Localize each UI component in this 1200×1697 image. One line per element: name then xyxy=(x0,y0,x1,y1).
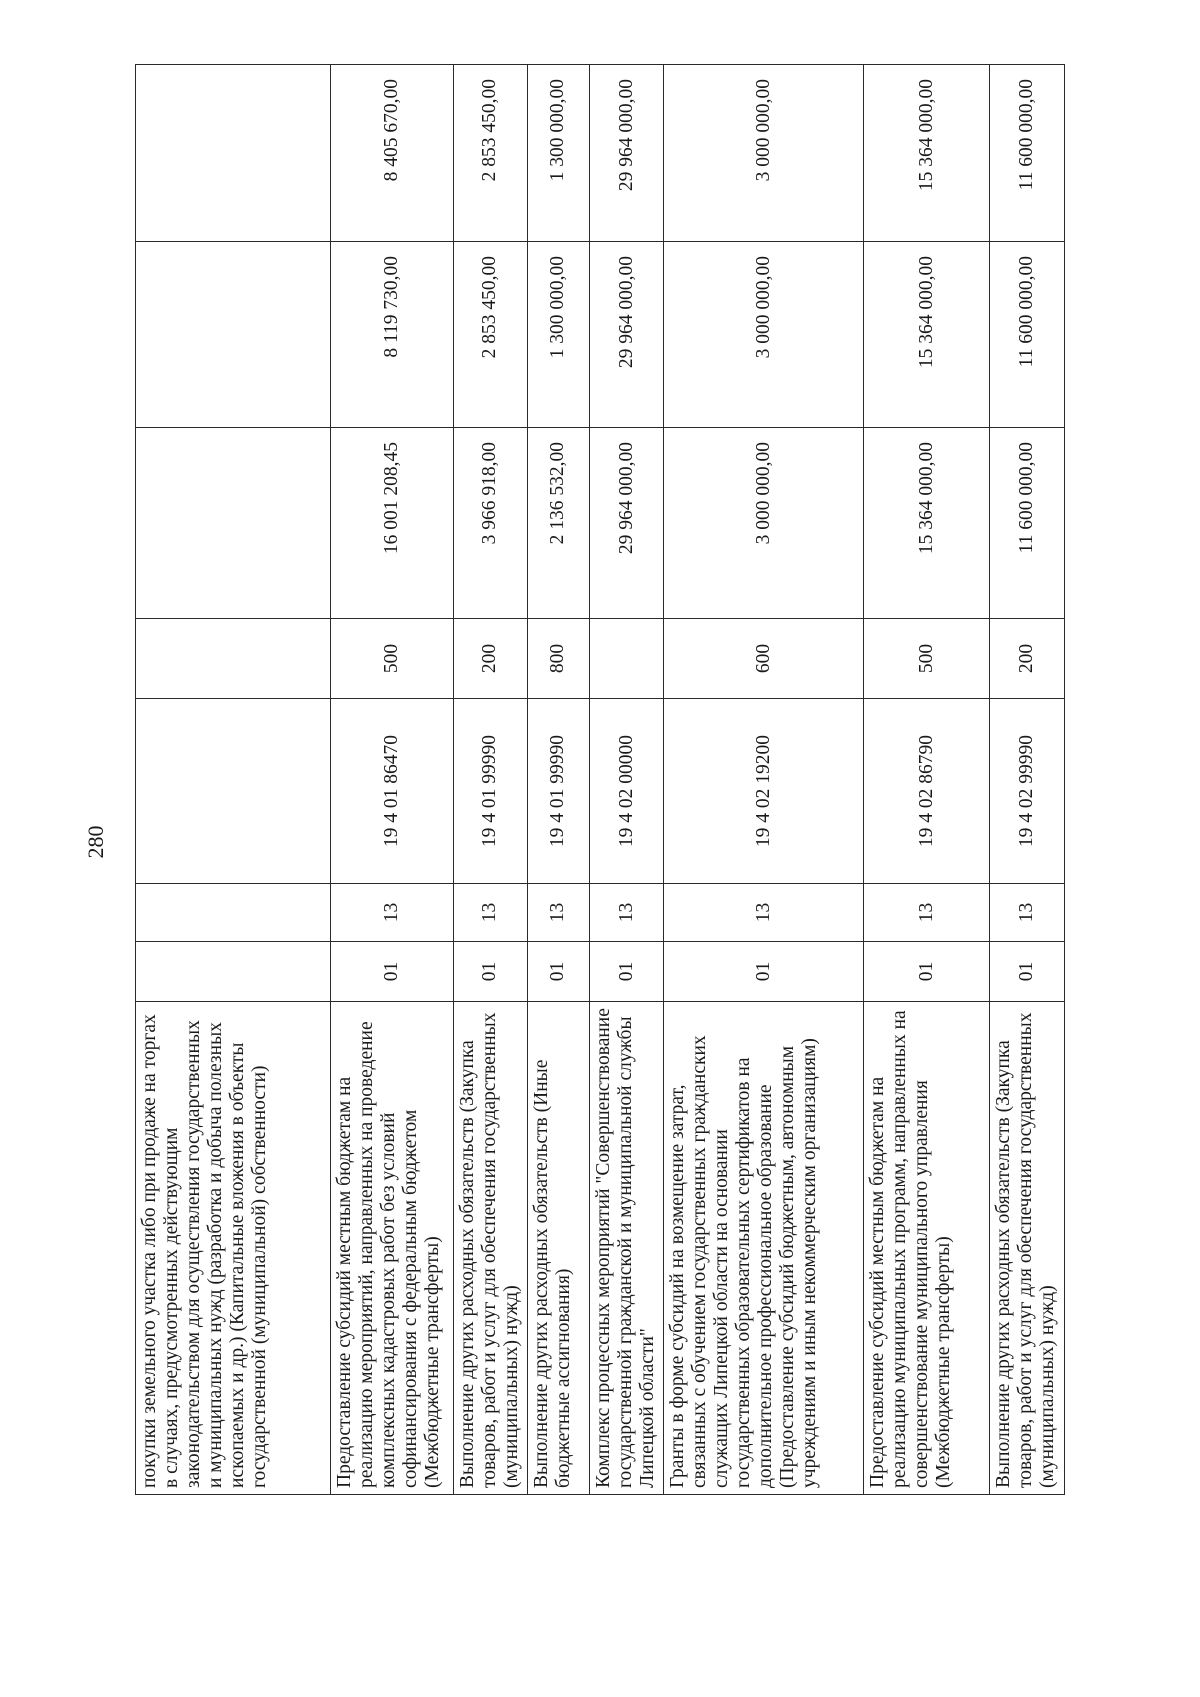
cell-expense-type: 200 xyxy=(453,619,528,699)
cell-name: Выполнение других расходных обязательств (Закупка товаров, работ и услуг для обеспечения государственных (муниципальных) нужд) xyxy=(453,1002,528,1495)
cell-amount-3: 29 964 000,00 xyxy=(589,65,664,242)
cell-amount-2 xyxy=(136,242,331,428)
page-number: 280 xyxy=(83,825,108,859)
cell-expense-type: 500 xyxy=(330,619,453,699)
cell-amount-3: 11 600 000,00 xyxy=(990,65,1065,242)
cell-subsection: 13 xyxy=(589,884,664,942)
cell-subsection: 13 xyxy=(528,884,589,942)
cell-subsection: 13 xyxy=(453,884,528,942)
cell-amount-2: 2 853 450,00 xyxy=(453,242,528,428)
cell-name: Комплекс процессных мероприятий "Совершенствование государственной гражданской и муниципальной службы Липецкой области" xyxy=(589,1002,664,1495)
cell-amount-1: 3 966 918,00 xyxy=(453,428,528,619)
cell-section: 01 xyxy=(528,942,589,1002)
cell-amount-3: 1 300 000,00 xyxy=(528,65,589,242)
cell-section: 01 xyxy=(990,942,1065,1002)
table-body xyxy=(136,65,1065,1495)
cell-target-article: 19 4 02 99990 xyxy=(990,699,1065,884)
cell-target-article: 19 4 02 86790 xyxy=(864,699,990,884)
table-row xyxy=(990,65,1065,1495)
cell-section: 01 xyxy=(453,942,528,1002)
cell-target-article xyxy=(136,699,331,884)
cell-amount-1: 2 136 532,00 xyxy=(528,428,589,619)
cell-name: Выполнение других расходных обязательств (Закупка товаров, работ и услуг для обеспечения государственных (муниципальных) нужд) xyxy=(990,1002,1065,1495)
cell-expense-type xyxy=(136,619,331,699)
cell-name: Предоставление субсидий местным бюджетам на реализацию муниципальных программ, направленных на совершенствование муниципального управления (Межбюджетные трансферты) xyxy=(864,1002,990,1495)
cell-amount-2: 11 600 000,00 xyxy=(990,242,1065,428)
cell-expense-type: 600 xyxy=(664,619,864,699)
table-row xyxy=(864,65,990,1495)
cell-amount-2: 1 300 000,00 xyxy=(528,242,589,428)
table-row xyxy=(330,65,453,1495)
cell-section xyxy=(136,942,331,1002)
table-row xyxy=(136,65,331,1495)
cell-section: 01 xyxy=(330,942,453,1002)
table-row xyxy=(528,65,589,1495)
cell-expense-type: 200 xyxy=(990,619,1065,699)
cell-expense-type: 500 xyxy=(864,619,990,699)
cell-target-article: 19 4 02 00000 xyxy=(589,699,664,884)
cell-expense-type xyxy=(589,619,664,699)
cell-name: Выполнение других расходных обязательств (Иные бюджетные ассигнования) xyxy=(528,1002,589,1495)
cell-amount-3 xyxy=(136,65,331,242)
cell-subsection xyxy=(136,884,331,942)
cell-section: 01 xyxy=(864,942,990,1002)
cell-target-article: 19 4 01 86470 xyxy=(330,699,453,884)
cell-subsection: 13 xyxy=(990,884,1065,942)
cell-amount-3: 15 364 000,00 xyxy=(864,65,990,242)
cell-section: 01 xyxy=(664,942,864,1002)
cell-target-article: 19 4 01 99990 xyxy=(528,699,589,884)
cell-amount-2: 15 364 000,00 xyxy=(864,242,990,428)
cell-amount-1: 3 000 000,00 xyxy=(664,428,864,619)
cell-name: Гранты в форме субсидий на возмещение затрат, связанных с обучением государственных гражданских служащих Липецкой области на основании государственных образовательных сертификатов на дополнительное профессиональное образование (Предоставление субсидий бюджетным, автономным учреждениям и иным некоммерческим организациям) xyxy=(664,1002,864,1495)
cell-amount-2: 3 000 000,00 xyxy=(664,242,864,428)
cell-amount-2: 29 964 000,00 xyxy=(589,242,664,428)
table-row xyxy=(664,65,864,1495)
cell-target-article: 19 4 01 99990 xyxy=(453,699,528,884)
cell-expense-type: 800 xyxy=(528,619,589,699)
cell-target-article: 19 4 02 19200 xyxy=(664,699,864,884)
cell-amount-1 xyxy=(136,428,331,619)
cell-section: 01 xyxy=(589,942,664,1002)
cell-subsection: 13 xyxy=(664,884,864,942)
budget-table-rotated xyxy=(135,65,1065,1495)
cell-amount-3: 2 853 450,00 xyxy=(453,65,528,242)
table-row xyxy=(589,65,664,1495)
cell-amount-3: 3 000 000,00 xyxy=(664,65,864,242)
cell-amount-1: 11 600 000,00 xyxy=(990,428,1065,619)
cell-name: Предоставление субсидий местным бюджетам на реализацию мероприятий, направленных на проведение комплексных кадастровых работ без условий софинансирования с федеральным бюджетом (Межбюджетные трансферты) xyxy=(330,1002,453,1495)
cell-subsection: 13 xyxy=(864,884,990,942)
cell-amount-1: 16 001 208,45 xyxy=(330,428,453,619)
cell-amount-1: 15 364 000,00 xyxy=(864,428,990,619)
cell-amount-1: 29 964 000,00 xyxy=(589,428,664,619)
cell-name: покупки земельного участка либо при продаже на торгах в случаях, предусмотренных действующим законодательством для осуществления государственных и муниципальных нужд (разработка и добыча полезных ископаемых и др.) (Капитальные вложения в объекты государственной (муниципальной) собственности) xyxy=(136,1002,331,1495)
cell-amount-3: 8 405 670,00 xyxy=(330,65,453,242)
cell-subsection: 13 xyxy=(330,884,453,942)
table-row xyxy=(453,65,528,1495)
budget-table xyxy=(135,64,1065,1495)
cell-amount-2: 8 119 730,00 xyxy=(330,242,453,428)
